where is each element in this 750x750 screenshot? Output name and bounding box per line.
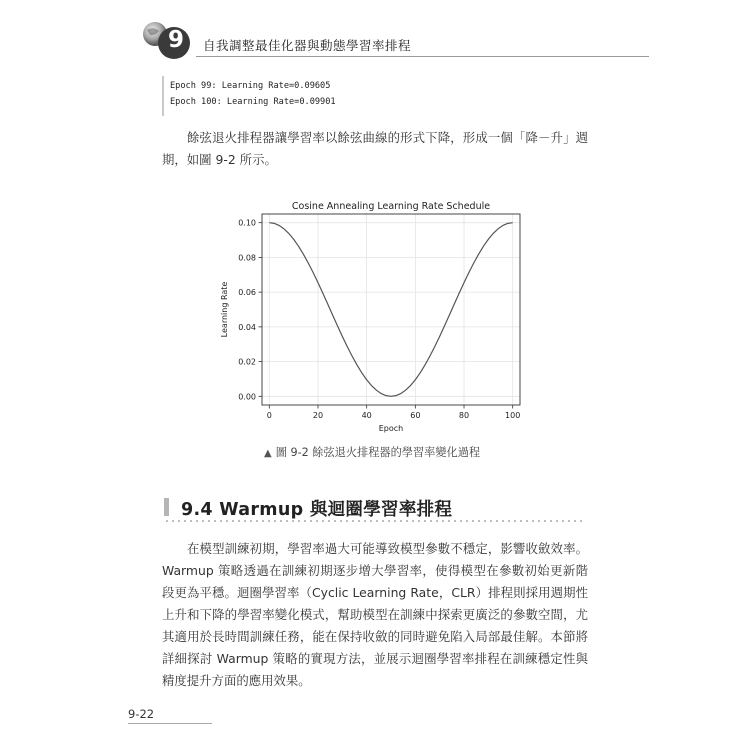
caption-text: 圖 9-2 餘弦退火排程器的學習率變化過程	[275, 446, 481, 459]
y-tick-label: 0.06	[238, 288, 256, 298]
code-line: Epoch 99: Learning Rate=0.09605	[170, 81, 331, 91]
cosine-lr-chart	[214, 192, 534, 442]
body-paragraph: 餘弦退火排程器讓學習率以餘弦曲線的形式下降，形成一個「降－升」週期，如圖 9-2 所示。	[162, 130, 588, 167]
x-tick-label: 100	[505, 411, 521, 420]
y-tick-label: 0.10	[238, 218, 256, 228]
chapter-title: 自我調整最佳化器與動態學習率排程	[203, 38, 412, 53]
body-paragraph: 在模型訓練初期，學習率過大可能導致模型參數不穩定，影響收斂效率。Warmup 策略透過在訓練初期逐步增大學習率，使得模型在參數初始更新階段更為平穩。迴圈學習率（Cyclic Learning Rate，CLR）排程則採用週期性上升和下降的學習率變化模式，幫助模型在訓練中探索更廣泛的參數空間，尤其適用於長時間訓練任務，能在保持收斂的同時避免陷入局部最佳解。本節將詳細探討 Warmup 策略的實現方法，並展示迴圈學習率排程在訓練穩定性與精度提升方面的應用效果。	[162, 541, 588, 688]
section-marker	[164, 498, 169, 516]
x-tick-label: 80	[458, 411, 470, 420]
x-tick-label: 60	[410, 411, 421, 420]
x-axis-label: Epoch	[378, 424, 404, 433]
footer-divider	[128, 723, 212, 724]
y-tick-label: 0.00	[238, 392, 256, 402]
header-divider	[196, 56, 649, 57]
code-line: Epoch 100: Learning Rate=0.09901	[170, 97, 336, 107]
x-tick-label: 0	[266, 411, 272, 420]
section-title: 9.4 Warmup 與迴圈學習率排程	[181, 500, 453, 520]
chapter-number: 9	[167, 27, 184, 53]
x-tick-label: 20	[312, 411, 324, 420]
caption-marker: ▲	[264, 448, 272, 459]
y-tick-label: 0.08	[238, 253, 256, 263]
y-tick-label: 0.04	[238, 322, 256, 332]
y-axis-label: Learning Rate	[220, 281, 229, 338]
code-block-bar	[162, 76, 164, 116]
page-number: 9-22	[128, 707, 155, 721]
y-tick-label: 0.02	[238, 357, 256, 367]
lr-series-line	[269, 223, 512, 397]
figure-caption	[264, 444, 480, 460]
chart-title: Cosine Annealing Learning Rate Schedule	[291, 201, 491, 212]
plot-frame	[262, 214, 520, 405]
section-divider	[164, 520, 586, 522]
x-tick-label: 40	[361, 411, 372, 420]
